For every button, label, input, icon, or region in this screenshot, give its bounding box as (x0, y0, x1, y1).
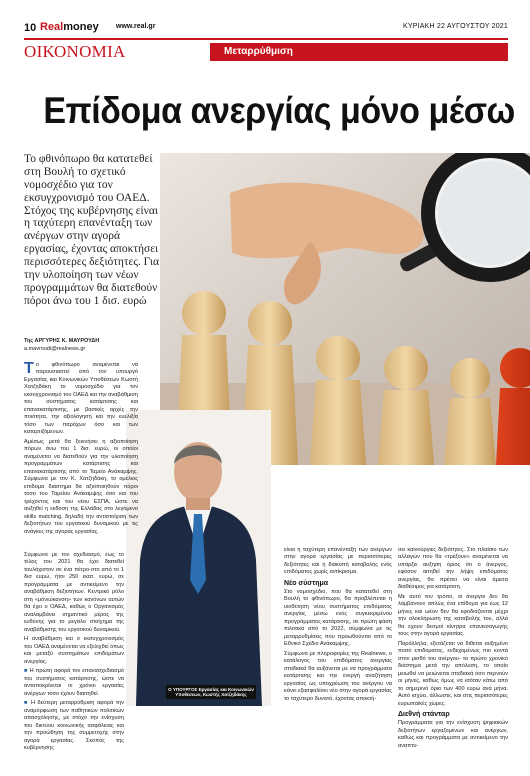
body-paragraph-2: Αμέσως μετά θα ξεκινήσει η αξιοποίηση πόρων άνω του 1 δισ. ευρώ, οι οποίοι αναμένεται να διατεθούν για την υλοποίηση προγραμμάτων κατάρτισης και επανακατάρτισης από το Ταμείο Ανάκαμψης. Σύμφωνα με τον Κ. Χατζηδάκη, το ομέλιος επιδομα διάστημα θα αξιοποιηθούν πόροι τόσο του Ταμείου Ανάκαμψης όσο και του τρέχοντος και του νέου ΕΣΠΑ, ώστε να αυξηθεί η εκδοση της Ελλάδας στο λεγόμενο skills matching, δηλαδή την αντιστοίχιση των δεξιοτήτων του εργατικού δυναμικού με τις ανάγκες της αγοράς εργασίας. (24, 438, 138, 535)
body-paragraph-3: Σύμφωνα με τον σχεδιασμό, έως το τέλος του 2021 θα έχει διατεθεί τουλάχιστον σε ένα πέτρο-στο από το 1 δισ ευρώ, ήτοι 250 εκατ. ευρώ, σε προγράμματα με αντικείμενο την αναβάθμιση δεξιοτήτων. Κεντρικό ρόλο στη «μόνεύκανση» των κανόνων αυτών θα έχει ο ΟΑΕΔ, καθώς ο Οργανισμός αναλαμβάνει σημαντικό μέρος της ευθύνης για το μεγάλο στοίχημα της αναβάθμισης του εργατικού δυναμικού. (24, 552, 124, 633)
masthead (24, 22, 508, 36)
body-paragraph-11: Προγράμματα για την ενίσχυση ψηφιακών δεξιοτήτων εργαζομένων και ανέργων, καθώς και προγράμματα με αντικείμενο την αναπτυ- (398, 720, 508, 749)
body-column-2 (284, 547, 392, 705)
body-paragraph-1: Το φθινόπωρο αναμένεται να παρουσιαστεί από τον υπουργό Εργασίας και Κοινωνικών Υποθέσεων Κωστή Χατζηδάκη το νομοσχέδιο για τον εκσυγχρονισμό του ΟΑΕΔ και την αναβάθμιση του συστήματος κατάρτισης και επανακατάρτισης, με βασικές αρχές την ποιότητα, την αξιολόγηση και την ευελιξία τόσο των παρόχων όσο και των καταρτιζόμενων. (24, 360, 138, 436)
subheading-international-standards: Διεθνή στάνταρ (398, 711, 450, 719)
wooden-figure-3 (310, 336, 366, 465)
body-paragraph-4: Η αναβάθμιση και ο εκσυγχρονισμός του ΟΑΕΔ αναμένεται να εξελιχθεί όπως και μεταξύ συστημάτων επιδομάτων ανεργίας. (24, 636, 124, 665)
body-paragraph-8: σει καινούργιες δεξιότητες. Στο πλαίσιο των αλλαγών που θα «τρέξουν» αναμένεται να υπάρξει αυξηση όριος ότι ο άνεργος, εφόσον αιτηθεί την λήψη επιδόματος ανεργίας, θα πρέπει να είναι άμεσα διαθέσιμος για κατάρτιση. (398, 547, 508, 591)
subheading-new-system: Νέο σύστημα (284, 579, 329, 587)
minister-portrait (126, 410, 271, 706)
site-url: www.real.gr (116, 23, 156, 30)
bullet-item-1: ■ Η πρώτη αφορά τον επανασχεδιασμό του συστήματος κατάρτισης, ώστε να ανταποκρίνεται οι χρόνοι εργασίες ανέργων τόσο έχουν διαιτηθεί. (24, 668, 124, 697)
section-bar (24, 38, 508, 60)
body-paragraph-6: Στο νομοσχέδιο, που θα κατατεθεί στη Βουλή το φθινόπωρο, θα προβλέπεται η υιοθέτηση νέου συστήματος επιδόματος ανεργίας μέσω ενός συγκεκριμένου προγράμματος κατάρτισης, σε πρώτη φάση πιλοτικά από το 2022, σύμφωνα με τις μεταρρυθμίσεις που προωθούνται από το Εθνικό Σχέδιο Ανάκαμψης. (284, 588, 392, 648)
wooden-figure-4 (378, 346, 434, 465)
dropcap: Τ (24, 360, 34, 377)
body-column-3 (398, 547, 508, 752)
byline-author: ΑΡΓΥΡΗΣ Κ. ΜΑΥΡΟΥΔΗ (34, 338, 100, 344)
photo-caption: Ο ΥΠΟΥΡΓΟΣ Εργασίας και Κοινωνικών Υποθέσεων, Κωστής Χατζηδάκης (166, 685, 256, 699)
body-paragraph-7: Σύμφωνα με πληροφορίες της Realnews, ο κατάλογος του επιδόματος ανεργίας σταδιακά θα αυξάνεται με να προγράμματα κατάρτισης και την ενεργή αναζήτηση εργασίας ως υποχρέωση του ανέργου να κάνει εξασφαλίσει νέο στην αγορά εργασίας το ταχύτερο δυνατό, έχοντας αποκτή- (284, 650, 392, 702)
person-photo (126, 410, 271, 706)
page-number: 10 (24, 22, 37, 34)
headline: Επίδομα ανεργίας μόνο μέσω (43, 90, 515, 131)
red-figure (496, 348, 530, 465)
body-column-1b (24, 552, 124, 755)
wooden-figure-5 (444, 358, 496, 465)
body-column-1 (24, 362, 138, 538)
byline-email: a.mavroudi@realnews.gr (24, 346, 86, 352)
body-paragraph-5: είναι η ταχύτερη επανένταξη των ανέργων στην αγορά εργασίας με περισσότερες δεξιότητες και η διακοπή καταβολής ενός επιδόματος χωρίς αντίκρισμα. (284, 547, 392, 576)
bullet-item-2: ■ Η δεύτερη μεταρρύθμιση αφορά την αναμόρφωση των παθητικών πολιτικών απασχόλησης, με στόχο την ενίσχυση του δικτύου κοινωνικής ασφάλειας και την προώθηση της συμμετοχής στην αγορά εργασίας. Σκοπός της κυβέρνησης (24, 700, 124, 752)
section-name: ΟΙΚΟΝΟΜΙΑ (24, 42, 126, 61)
brand-logo: Realmoney (40, 21, 99, 33)
byline (24, 338, 160, 352)
body-paragraph-10: Παράλληλα, εξετάζεται να διθεται αυξημένο ποσό επιδόματος, ενδεχομένως πιο κοντά στον μισθό του ανέργου· το πρώτο χρονικό διάστημα μετά την απόλυση, το οποίο μειωθεί να μειώνεται σταδιακά όσο περνούν οι μήνες, καθώς όμως να ισόταν κάτω από το σημερινό όριο των 400 ευρώ ανά μήνα. Αυτό ισχύει, άλλωστε, και στις περισσότερες ευρωπαϊκές χώρες. (398, 640, 508, 707)
body-paragraph-9: Με αυτό τον τρόπο, οι άνεργοι δεν θα λαμβάνουν απλώς ένα επίδομα για έως 12 μήνες και ωέον θεν θα εφοδιάζονται μέχρι την ολοκλήρωση της καταβολής του, αλλά θα εχουν δεσμοί κίνητρα επανεισαγωγής τους στην αγορά εργασίας. (398, 593, 508, 638)
issue-date: ΚΥΡΙΑΚΗ 22 ΑΥΓΟΥΣΤΟΥ 2021 (403, 23, 508, 30)
byline-prefix: Της (24, 338, 34, 344)
section-tag: Μεταρρύθμιση (210, 43, 508, 61)
lead-paragraph: Το φθινόπωρο θα κατατεθεί στη Βουλή το σχετικό νομοσχέδιο για τον εκσυγχρονισμό του ΟΑΕΔ. Στόχος της κυβέρνησης είναι η ταχύτερη επανένταξη των ανέργων στην αγορά εργασίας, έχοντας αποκτήσει περισσότερες δεξιότητες. Για την υλοποίηση των νέων προγραμμάτων θα διατεθούν πόροι άνω του 1 δισ. ευρώ (24, 153, 160, 307)
